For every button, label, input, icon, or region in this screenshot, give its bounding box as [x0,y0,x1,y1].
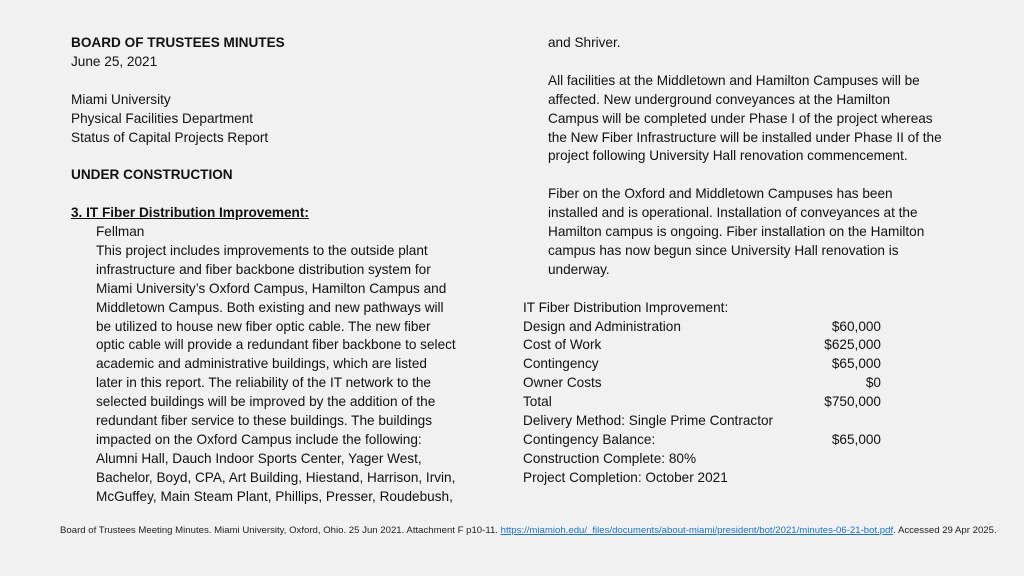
org-line: Status of Capital Projects Report [71,129,269,145]
budget-title: IT Fiber Distribution Improvement: [523,299,729,315]
budget-label: Contingency [523,356,599,372]
description-line: optic cable will provide a redundant fiber backbone to select [96,337,456,353]
budget-row [523,318,881,337]
para2-line: project following University Hall renovation commencement. [548,148,908,164]
description-line: Miami University’s Oxford Campus, Hamilton Campus and [96,280,447,296]
description-line: Bachelor, Boyd, CPA, Art Building, Hiestand, Harrison, Irvin, [96,469,456,485]
budget-block [523,299,993,488]
budget-amount: $750,000 [824,394,881,410]
budget-label: Design and Administration [523,318,681,334]
right-column [523,34,993,488]
description-line: later in this report. The reliability of the IT network to the [96,375,431,391]
delivery-method: Delivery Method: Single Prime Contractor [523,413,774,429]
project-manager: Fellman [96,224,145,240]
contingency-balance-row [523,431,881,450]
description-line: infrastructure and fiber backbone distribution system for [96,261,431,277]
para3-line: campus has now begun since University Hall renovation is [548,242,899,258]
section-heading: UNDER CONSTRUCTION [71,167,233,183]
budget-row [523,355,881,374]
budget-label: Contingency Balance: [523,431,656,447]
para2-line: the New Fiber Infrastructure will be installed under Phase II of the [548,129,942,145]
description-line: be utilized to house new fiber optic cable. The new fiber [96,318,431,334]
description-line: This project includes improvements to the outside plant [96,242,428,258]
para3-line: Hamilton campus is ongoing. Fiber installation on the Hamilton [548,224,925,240]
budget-label: Cost of Work [523,337,602,353]
budget-row [523,336,881,355]
para3-line: underway. [548,261,610,277]
description-line: impacted on the Oxford Campus include the following: [96,431,422,447]
accessed-text: . Accessed 29 Apr 2025. [893,525,997,536]
description-line: Alumni Hall, Dauch Indoor Sports Center, Yager West, [96,450,422,466]
description-line: selected buildings will be improved by the addition of the [96,394,436,410]
budget-row [523,374,881,393]
project-completion: Project Completion: October 2021 [523,469,728,485]
document-title: BOARD OF TRUSTEES MINUTES [71,35,285,50]
org-line: Physical Facilities Department [71,110,254,126]
description-line: academic and administrative buildings, which are listed [96,356,427,372]
budget-label: Total [523,394,552,410]
org-line: Miami University [71,91,171,107]
continued-text [523,34,993,280]
source-link[interactable]: https://miamioh.edu/_files/documents/about-miami/president/bot/2021/minutes-06-21-bot.pdf [500,525,894,536]
para2-line: affected. New underground conveyances at the Hamilton [548,91,891,107]
budget-amount: $60,000 [831,318,881,334]
project-body [71,223,511,507]
left-column [71,34,511,507]
meeting-date: June 25, 2021 [71,53,158,69]
description-line: and Shriver. [548,35,621,50]
para2-line: Campus will be completed under Phase I of the project whereas [548,110,933,126]
description-line: McGuffey, Main Steam Plant, Phillips, Presser, Roudebush, [96,488,453,504]
budget-amount: $625,000 [824,337,881,353]
para3-line: installed and is operational. Installation of conveyances at the [548,205,918,221]
citation-text: Board of Trustees Meeting Minutes. Miami University, Oxford, Ohio. 25 Jun 2021. Attachment F p10-11. [60,525,501,536]
para2-line: All facilities at the Middletown and Hamilton Campuses will be [548,72,920,88]
description-line: redundant fiber service to these buildings. The buildings [96,413,433,429]
budget-amount: $65,000 [831,356,881,372]
construction-complete: Construction Complete: 80% [523,450,697,466]
budget-amount: $0 [865,375,881,391]
para3-line: Fiber on the Oxford and Middletown Campuses has been [548,186,893,202]
budget-label: Owner Costs [523,375,602,391]
budget-amount: $65,000 [831,431,881,447]
citation-footer [60,524,1000,537]
description-line: Middletown Campus. Both existing and new pathways will [96,299,444,315]
budget-row-total [523,393,881,412]
project-heading: 3. IT Fiber Distribution Improvement: [71,205,309,221]
